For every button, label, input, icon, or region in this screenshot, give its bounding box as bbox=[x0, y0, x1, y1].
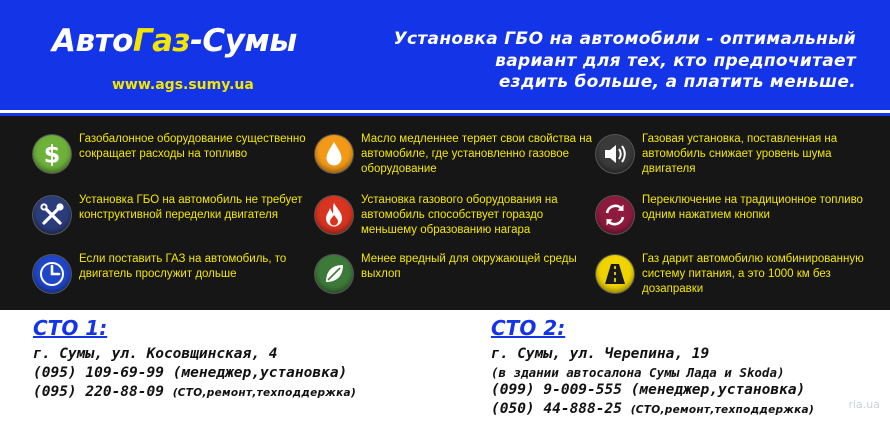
feature-text: Установка газового оборудования на автомобиль способствует гораздо меньшему образованию нагара bbox=[361, 194, 558, 236]
website-link[interactable]: www.ags.sumy.ua bbox=[112, 77, 254, 93]
watermark: ria.ua bbox=[848, 398, 880, 411]
feature-item bbox=[33, 132, 313, 184]
brand-logo bbox=[52, 23, 297, 59]
phone-note: (менеджер,установка) bbox=[630, 382, 806, 398]
feature-item bbox=[596, 132, 876, 184]
phone-number[interactable]: (095) 220-88-09 bbox=[33, 384, 164, 400]
dollar-icon bbox=[33, 135, 71, 173]
phone-note: (СТО,ремонт,техподдержка) bbox=[630, 404, 815, 416]
feature-text: Масло медленнее теряет свои свойства на автомобиле, где установленно газовое оборудование bbox=[361, 133, 592, 175]
feature-item bbox=[315, 132, 595, 184]
road-icon bbox=[596, 255, 634, 293]
slogan-line: Установка ГБО на автомобили - оптимальный bbox=[393, 29, 856, 49]
feature-item bbox=[596, 193, 876, 245]
header bbox=[0, 0, 890, 110]
switch-arrows-icon bbox=[596, 196, 634, 234]
speaker-icon bbox=[596, 135, 634, 173]
phone-number[interactable]: (050) 44-888-25 bbox=[491, 401, 622, 417]
cto-1-phone-1[interactable] bbox=[33, 365, 347, 381]
cto-2-phone-2[interactable] bbox=[491, 401, 814, 417]
contacts-section bbox=[0, 310, 890, 432]
feature-item bbox=[596, 252, 876, 304]
feature-item bbox=[33, 252, 313, 304]
slogan-line: ездить больше, а платить меньше. bbox=[498, 72, 856, 92]
feature-text: Установка ГБО на автомобиль не требует конструктивной переделки двигателя bbox=[79, 194, 303, 221]
feature-text: Если поставить ГАЗ на автомобиль, то двигатель прослужит дольше bbox=[79, 253, 287, 280]
slogan-line: вариант для тех, кто предпочитает bbox=[495, 50, 856, 71]
cto-1-address: г. Сумы, ул. Косовщинская, 4 bbox=[33, 346, 278, 362]
cto-2-address: г. Сумы, ул. Черепина, 19 bbox=[491, 346, 710, 362]
phone-note: (СТО,ремонт,техподдержка) bbox=[172, 387, 357, 399]
clock-icon bbox=[33, 255, 71, 293]
cto-2-phone-1[interactable] bbox=[491, 382, 805, 398]
leaf-icon bbox=[315, 255, 353, 293]
feature-text: Газ дарит автомобилю комбинированную систему питания, а это 1000 км без дозаправки bbox=[642, 253, 864, 295]
phone-number[interactable]: (095) 109-69-99 bbox=[33, 365, 164, 381]
features-panel bbox=[0, 116, 890, 310]
cto-1-phone-2[interactable] bbox=[33, 384, 356, 400]
logo-part-1: Авто bbox=[52, 23, 133, 59]
cto-2-title: СТО 2: bbox=[491, 316, 566, 340]
logo-part-3: -Сумы bbox=[190, 23, 297, 59]
slogan bbox=[336, 29, 856, 94]
tools-icon bbox=[33, 196, 71, 234]
oil-drop-icon bbox=[315, 135, 353, 173]
feature-text: Газобалонное оборудование существенно сокращает расходы на топливо bbox=[79, 133, 306, 160]
phone-note: (менеджер,установка) bbox=[172, 365, 348, 381]
feature-text: Переключение на традиционное топливо одним нажатием кнопки bbox=[642, 194, 863, 221]
cto-1-title: СТО 1: bbox=[33, 316, 108, 340]
cto-2-subaddress: (в здании автосалона Сумы Лада и Skoda) bbox=[491, 365, 785, 380]
svg-text:$: $ bbox=[43, 140, 61, 169]
feature-item bbox=[315, 252, 595, 304]
flame-icon bbox=[315, 196, 353, 234]
feature-item bbox=[315, 193, 595, 245]
feature-text: Менее вредный для окружающей среды выхлоп bbox=[361, 253, 577, 280]
logo-part-2: Газ bbox=[132, 23, 191, 59]
phone-number[interactable]: (099) 9-009-555 bbox=[491, 382, 622, 398]
feature-item bbox=[33, 193, 313, 245]
feature-text: Газовая установка, поставленная на автомобиль снижает уровень шума двигателя bbox=[642, 133, 838, 175]
